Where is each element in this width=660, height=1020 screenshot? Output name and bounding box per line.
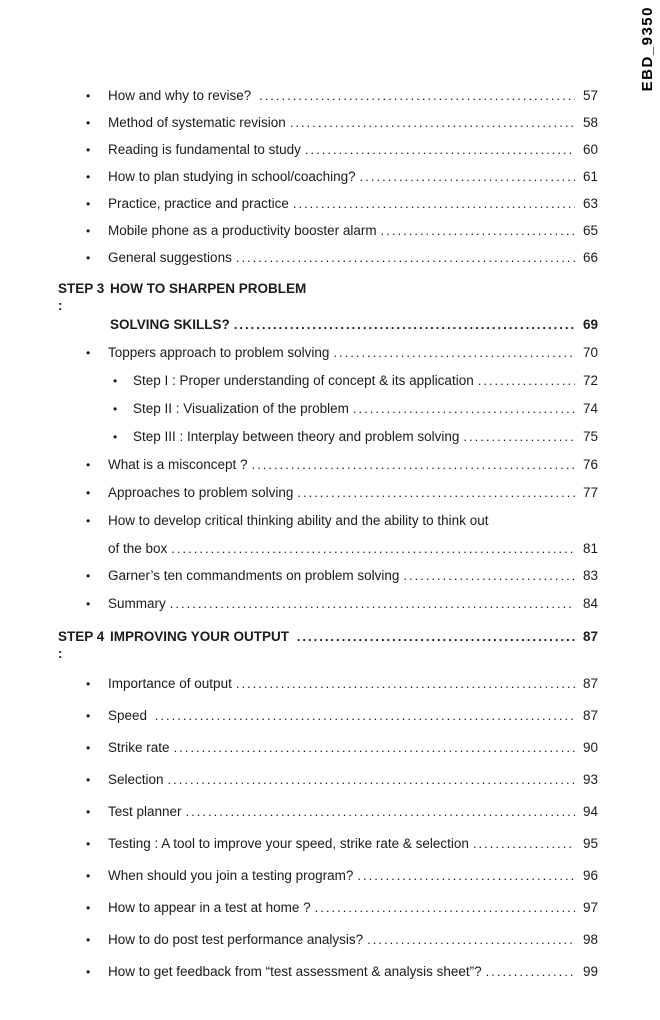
toc-entry-text: General suggestions (108, 250, 232, 265)
toc-entry (58, 739, 598, 757)
toc-entry-text: Summary (108, 596, 166, 611)
toc-entry (58, 372, 598, 390)
bullet-icon: • (86, 741, 91, 755)
toc-entry-line (58, 114, 598, 132)
bullet-icon: • (86, 901, 91, 915)
dot-leader (293, 195, 575, 212)
bullet-icon: • (86, 251, 91, 265)
toc-page-number: 69 (582, 317, 598, 332)
toc-entry (58, 249, 598, 267)
bullet-icon: • (86, 514, 91, 528)
toc-step-label: STEP 4 : (58, 629, 105, 661)
toc-entry-text: Toppers approach to problem solving (108, 345, 330, 360)
toc-entry-line (58, 372, 598, 390)
toc-entry-line (58, 141, 598, 159)
toc-entry-text: Testing : A tool to improve your speed, strike rate & selection (108, 836, 469, 851)
toc-entry-line (58, 428, 598, 446)
bullet-icon: • (86, 569, 91, 583)
toc-entry-line (58, 739, 598, 757)
toc-page-number: 66 (582, 250, 598, 265)
toc-page-number: 96 (582, 868, 598, 883)
toc-page-number: 61 (582, 169, 598, 184)
toc-entry-line (58, 168, 598, 186)
dot-leader (360, 168, 575, 185)
toc-entry-text: of the box (108, 541, 168, 556)
toc-entry (58, 168, 598, 186)
bullet-icon: • (86, 773, 91, 787)
toc-entry-line (58, 835, 598, 853)
toc-entry-line (58, 222, 598, 240)
dot-leader (252, 456, 575, 473)
dot-leader (486, 963, 575, 980)
toc-entry-line (58, 456, 598, 474)
dot-leader (353, 400, 575, 417)
toc-entry-line (58, 707, 598, 725)
toc-page-number: 93 (582, 772, 598, 787)
toc-entry-line (58, 567, 598, 585)
toc-section-step2-continued (58, 87, 598, 267)
toc-entry-text: Method of systematic revision (108, 115, 286, 130)
dot-leader (234, 316, 575, 333)
bullet-icon: • (86, 458, 91, 472)
toc-entry (58, 835, 598, 853)
toc-entry (58, 222, 598, 240)
toc-entry-text: Approaches to problem solving (108, 485, 294, 500)
toc-page-number: 83 (582, 568, 598, 583)
toc-entry-line (58, 675, 598, 693)
dot-leader (174, 739, 575, 756)
toc-entry (58, 899, 598, 917)
dot-leader (315, 899, 575, 916)
toc-entry-line (58, 771, 598, 789)
bullet-icon: • (86, 346, 91, 360)
toc-entry-text: Test planner (108, 804, 182, 819)
toc-step-title: HOW TO SHARPEN PROBLEM (110, 281, 307, 296)
toc-entry-text: What is a misconcept ? (108, 457, 248, 472)
toc-section-step4 (58, 628, 598, 981)
bullet-icon: • (86, 965, 91, 979)
dot-leader (305, 141, 575, 158)
toc-entry-text: Reading is fundamental to study (108, 142, 301, 157)
toc-page-number: 87 (582, 629, 598, 644)
toc-page-number: 84 (582, 596, 598, 611)
toc-step-line (58, 280, 598, 314)
dot-leader (333, 344, 575, 361)
toc-entry-text: Strike rate (108, 740, 170, 755)
dot-leader (463, 428, 575, 445)
toc-entry (58, 803, 598, 821)
bullet-icon: • (86, 486, 91, 500)
toc-entry-line (58, 195, 598, 213)
toc-page-number: 98 (582, 932, 598, 947)
toc-entry-text: Garner’s ten commandments on problem solving (108, 568, 400, 583)
toc-page-number: 81 (582, 541, 598, 556)
bullet-icon: • (86, 677, 91, 691)
toc-page-number: 94 (582, 804, 598, 819)
toc-entry-text: Importance of output (108, 676, 232, 691)
dot-leader (367, 931, 575, 948)
toc-entry (58, 595, 598, 613)
dot-leader (297, 484, 575, 501)
toc-entry (58, 195, 598, 213)
toc-step-line (58, 316, 598, 333)
toc-entry-text: Step II : Visualization of the problem (133, 401, 349, 416)
bullet-icon: • (86, 89, 91, 103)
dot-leader (259, 87, 575, 104)
toc-entry (58, 344, 598, 362)
bullet-icon: • (86, 709, 91, 723)
toc-entry-text: Speed (108, 708, 151, 723)
toc-entry (58, 707, 598, 725)
bullet-icon: • (113, 430, 118, 444)
dot-leader (168, 771, 575, 788)
toc-entry (58, 931, 598, 949)
toc-entry-line (58, 803, 598, 821)
toc-entry (58, 400, 598, 418)
book-spine-code: EBD_9350 (639, 6, 656, 92)
toc-entry-line (58, 87, 598, 105)
toc-entry-line (58, 484, 598, 502)
toc-entry-text: How to develop critical thinking ability and the ability to think out (108, 513, 489, 528)
toc-page-number: 75 (582, 429, 598, 444)
toc-entry (58, 428, 598, 446)
dot-leader (478, 372, 575, 389)
bullet-icon: • (86, 197, 91, 211)
dot-leader (403, 567, 575, 584)
toc-step-title: SOLVING SKILLS? (110, 317, 230, 332)
toc-entry-line (58, 400, 598, 418)
toc-entry-line (58, 963, 598, 981)
toc-entry-text: How to do post test performance analysis? (108, 932, 364, 947)
bullet-icon: • (113, 402, 118, 416)
toc-entry (58, 771, 598, 789)
toc-entry-text: Step I : Proper understanding of concept & its application (133, 373, 474, 388)
bullet-icon: • (86, 116, 91, 130)
toc-step-label: STEP 3 : (58, 281, 105, 313)
toc-page-number: 77 (582, 485, 598, 500)
bullet-icon: • (86, 869, 91, 883)
toc-entry-text: When should you join a testing program? (108, 868, 354, 883)
dot-leader (290, 114, 575, 131)
bullet-icon: • (86, 170, 91, 184)
toc-entry (58, 141, 598, 159)
bullet-icon: • (86, 837, 91, 851)
bullet-icon: • (86, 143, 91, 157)
dot-leader (170, 595, 575, 612)
toc-entry (58, 963, 598, 981)
toc-entry-text: Selection (108, 772, 164, 787)
bullet-icon: • (86, 805, 91, 819)
bullet-icon: • (86, 224, 91, 238)
toc-entry-text: Step III : Interplay between theory and problem solving (133, 429, 460, 444)
toc-page-number: 65 (582, 223, 598, 238)
dot-leader (236, 249, 575, 266)
toc-step-title: IMPROVING YOUR OUTPUT (110, 629, 293, 644)
toc-page-number: 90 (582, 740, 598, 755)
toc-step-heading (58, 280, 598, 333)
toc-entry-line (58, 867, 598, 885)
toc-page-number: 74 (582, 401, 598, 416)
toc-page-number: 97 (582, 900, 598, 915)
toc-entry-text: How to plan studying in school/coaching? (108, 169, 356, 184)
toc-page-number: 87 (582, 708, 598, 723)
dot-leader (297, 628, 575, 645)
toc-page-number: 57 (582, 88, 598, 103)
toc-page-number: 87 (582, 676, 598, 691)
bullet-icon: • (113, 374, 118, 388)
dot-leader (357, 867, 575, 884)
toc-entry (58, 114, 598, 132)
dot-leader (381, 222, 575, 239)
toc-section-step3 (58, 280, 598, 613)
toc-page-number: 95 (582, 836, 598, 851)
toc-entry-line (58, 512, 598, 530)
toc-page-number: 99 (582, 964, 598, 979)
toc-page-number: 63 (582, 196, 598, 211)
toc-entry-text: How to appear in a test at home ? (108, 900, 311, 915)
toc-page-number: 58 (582, 115, 598, 130)
toc-entry-text: How and why to revise? (108, 88, 256, 103)
toc-entry-text: Practice, practice and practice (108, 196, 289, 211)
toc-entry-line (58, 540, 598, 557)
toc-entry-line (58, 344, 598, 362)
toc-entry-line (58, 595, 598, 613)
toc-entry (58, 484, 598, 502)
dot-leader (473, 835, 575, 852)
toc-entry (58, 87, 598, 105)
dot-leader (186, 803, 575, 820)
dot-leader (171, 540, 575, 557)
bullet-icon: • (86, 933, 91, 947)
toc-page-number: 76 (582, 457, 598, 472)
toc-page-number: 72 (582, 373, 598, 388)
toc-entry-line (58, 931, 598, 949)
toc-entry-text: How to get feedback from “test assessment & analysis sheet”? (108, 964, 482, 979)
bullet-icon: • (86, 597, 91, 611)
toc-page-number: 70 (582, 345, 598, 360)
toc-step-line (58, 628, 598, 662)
toc-entry (58, 512, 598, 557)
dot-leader (155, 707, 575, 724)
toc-entry-line (58, 899, 598, 917)
toc-entry (58, 867, 598, 885)
toc-step-heading (58, 628, 598, 662)
toc-entry (58, 675, 598, 693)
toc-entry (58, 567, 598, 585)
toc-entry-text: Mobile phone as a productivity booster alarm (108, 223, 377, 238)
dot-leader (236, 675, 575, 692)
toc-entry (58, 456, 598, 474)
toc-entry-line (58, 249, 598, 267)
toc-page-number: 60 (582, 142, 598, 157)
